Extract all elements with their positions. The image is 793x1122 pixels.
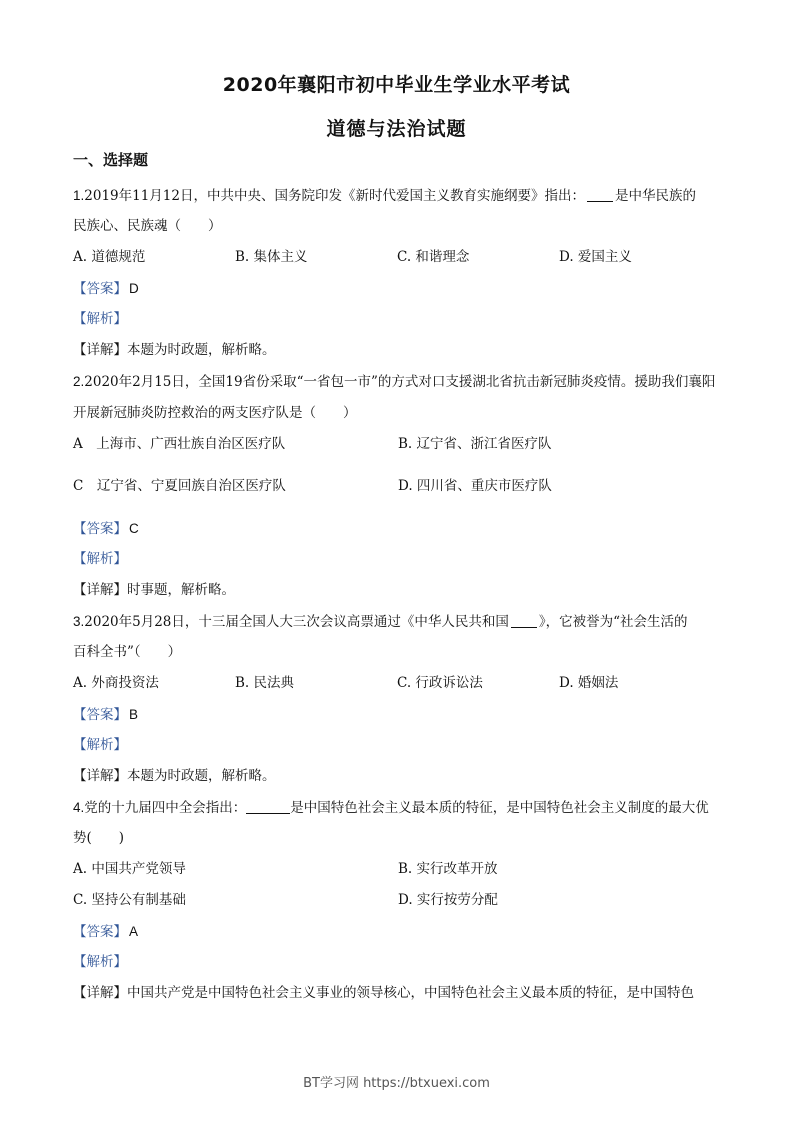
- option-d: D. 爱国主义: [559, 249, 632, 265]
- options-q3: [73, 668, 723, 699]
- option-b: B. 辽宁省、浙江省医疗队: [398, 436, 552, 452]
- analysis-label: 【解析】: [73, 551, 127, 567]
- detail-line: [73, 761, 723, 792]
- question-number: 1.: [73, 188, 85, 203]
- option-b: B. 民法典: [235, 675, 295, 691]
- detail-line: [73, 978, 723, 1009]
- option-c: C 辽宁省、宁夏回族自治区医疗队: [73, 478, 286, 494]
- answer-value: B: [129, 707, 139, 722]
- question-stem-line2: 势( ): [73, 830, 125, 846]
- option-c: C. 坚持公有制基础: [73, 892, 186, 908]
- detail-text: 中国共产党是中国特色社会主义事业的领导核心，中国特色社会主义最本质的特征，是中国特色: [127, 985, 694, 1001]
- analysis-line: [73, 730, 723, 761]
- analysis-line: [73, 304, 723, 335]
- option-b: B. 集体主义: [235, 249, 308, 265]
- analysis-label: 【解析】: [73, 954, 127, 970]
- answer-line: [73, 916, 723, 947]
- option-a: A. 道德规范: [73, 249, 146, 265]
- option-d: D. 四川省、重庆市医疗队: [398, 478, 552, 494]
- detail-line: [73, 575, 723, 606]
- question-stem: 党的十九届四中全会指出：: [84, 800, 247, 816]
- options-q4-row2: [73, 885, 723, 916]
- answer-label: 【答案】: [73, 521, 127, 537]
- answer-label: 【答案】: [73, 924, 127, 940]
- question-2: [73, 366, 723, 429]
- detail-label: 【详解】: [73, 342, 127, 358]
- question-3: [73, 606, 723, 668]
- fill-blank: [587, 186, 613, 202]
- analysis-line: [73, 947, 723, 978]
- detail-label: 【详解】: [73, 768, 127, 784]
- fill-blank: [246, 798, 290, 814]
- question-stem-line2: 民族心、民族魂（ ）: [73, 218, 222, 234]
- question-stem-cont: 是中华民族的: [614, 188, 696, 204]
- analysis-label: 【解析】: [73, 737, 127, 753]
- exam-subject-title: 道德与法治试题: [326, 118, 467, 140]
- answer-value: A: [129, 924, 139, 939]
- question-number: 4.: [73, 800, 85, 815]
- detail-text: 时事题，解析略。: [127, 582, 235, 598]
- answer-label: 【答案】: [73, 281, 127, 297]
- detail-line: [73, 335, 723, 366]
- options-q2-row2: [73, 471, 723, 513]
- option-d: D. 实行按劳分配: [398, 892, 498, 908]
- answer-line: [73, 273, 723, 304]
- analysis-line: [73, 544, 723, 575]
- option-c: C. 行政诉讼法: [397, 675, 483, 691]
- answer-value: C: [129, 521, 139, 536]
- detail-text: 本题为时政题，解析略。: [127, 768, 276, 784]
- question-stem: 2019年11月12日，中共中央、国务院印发《新时代爱国主义教育实施纲要》指出：: [84, 188, 585, 204]
- question-stem-cont: 》，它被誉为“社会生活的: [538, 614, 688, 630]
- answer-value: D: [129, 281, 139, 296]
- footer-watermark: BT学习网 https://btxuexi.com: [303, 1076, 490, 1091]
- detail-text: 本题为时政题，解析略。: [127, 342, 276, 358]
- option-c: C. 和谐理念: [397, 249, 470, 265]
- detail-label: 【详解】: [73, 985, 127, 1001]
- options-q2-row1: [73, 429, 723, 471]
- answer-line: [73, 513, 723, 544]
- section-title: 一、选择题: [73, 151, 149, 169]
- question-stem-cont: 是中国特色社会主义最本质的特征，是中国特色社会主义制度的最大优: [290, 800, 709, 816]
- analysis-label: 【解析】: [73, 311, 127, 327]
- question-number: 2.: [73, 374, 85, 389]
- answer-label: 【答案】: [73, 707, 127, 723]
- option-b: B. 实行改革开放: [398, 861, 498, 877]
- exam-title: 2020年襄阳市初中毕业生学业水平考试: [222, 74, 571, 96]
- option-a: A 上海市、广西壮族自治区医疗队: [73, 436, 286, 452]
- options-q4-row1: [73, 854, 723, 885]
- question-stem-line2: 百科全书”（ ）: [73, 644, 182, 660]
- option-a: A. 中国共产党领导: [73, 861, 186, 877]
- option-d: D. 婚姻法: [559, 675, 619, 691]
- question-1: [73, 180, 723, 242]
- question-stem: 2020年2月15日，全国19省份采取“一省包一市”的方式对口支援湖北省抗击新冠肺炎疫情。援助我们襄阳开展新冠肺炎防控救治的两支医疗队是（ ）: [73, 374, 716, 421]
- options-q1: [73, 242, 723, 273]
- answer-line: [73, 699, 723, 730]
- option-a: A. 外商投资法: [73, 675, 159, 691]
- question-list: [73, 148, 723, 1009]
- question-stem: 2020年5月28日，十三届全国人大三次会议高票通过《中华人民共和国: [84, 614, 509, 630]
- fill-blank: [511, 612, 537, 628]
- question-4: [73, 792, 723, 854]
- question-number: 3.: [73, 614, 85, 629]
- detail-label: 【详解】: [73, 582, 127, 598]
